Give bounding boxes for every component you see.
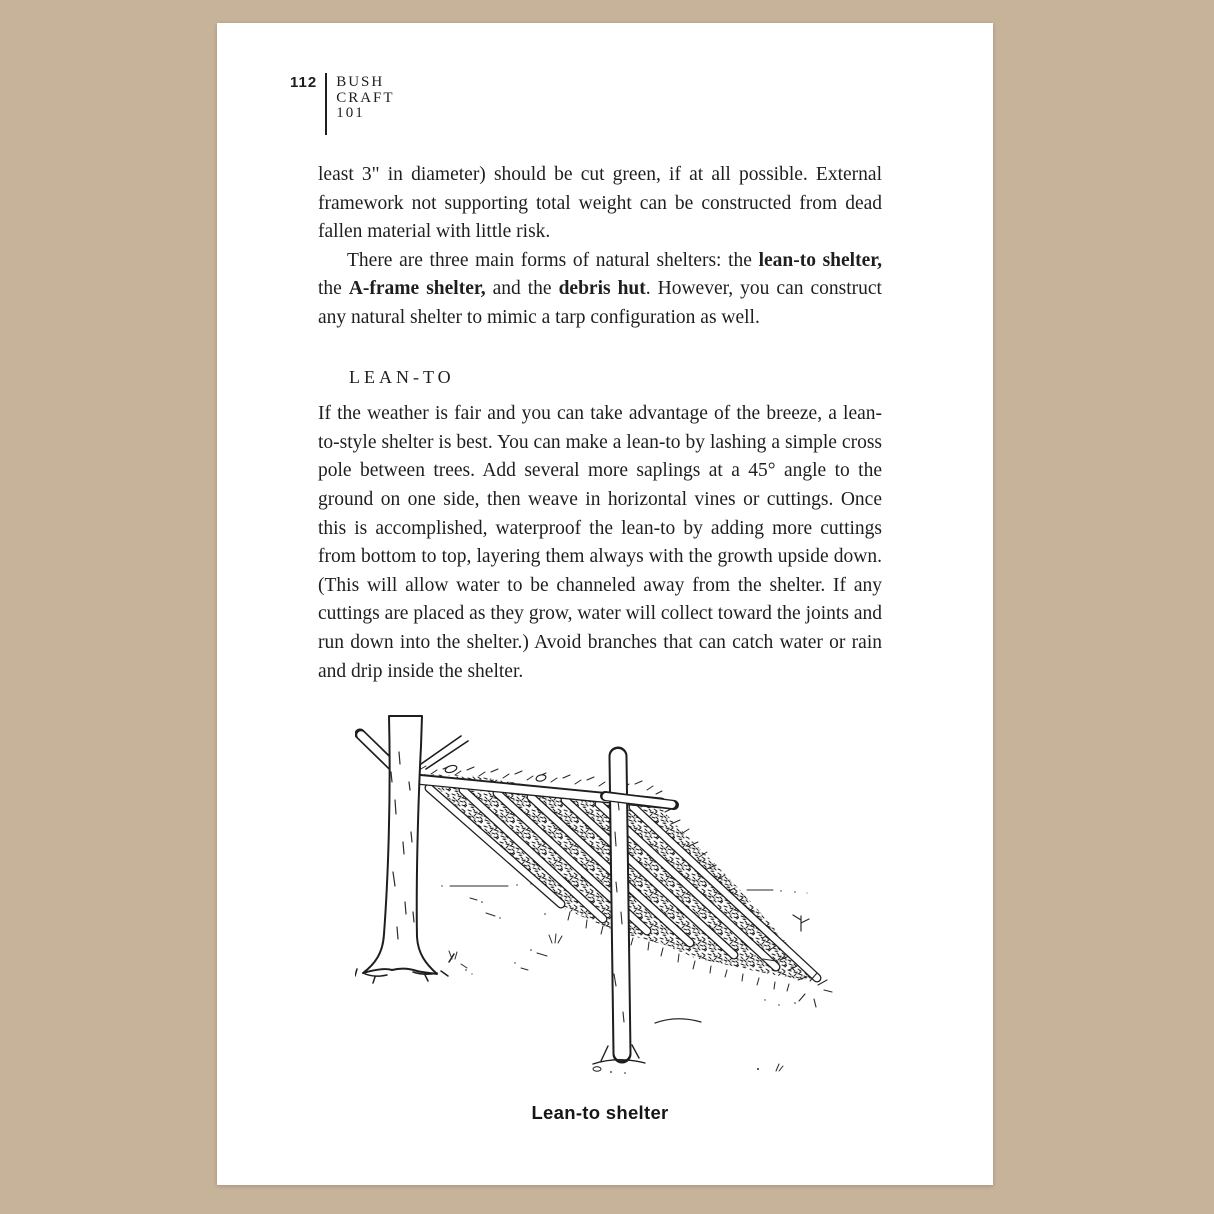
body-text	[318, 161, 882, 686]
text-run: There are three main forms of natural shelters: the	[347, 249, 759, 271]
text-run: . However, you can construct any natural shelter to mimic a tarp configuration as well.	[318, 278, 882, 328]
lean-to-illustration	[355, 712, 880, 1082]
page-number: 112	[290, 74, 318, 91]
running-header	[290, 73, 882, 135]
paragraph-framework: least 3" in diameter) should be cut green, if at all possible. External framework not supporting total weight can be constructed from dead fallen material with little risk.	[318, 164, 882, 243]
paragraph-shelter-types	[318, 247, 882, 333]
book-title-line: BUSH	[336, 74, 385, 90]
stone	[593, 1067, 601, 1071]
bold-term-debris-hut: debris hut	[558, 278, 646, 300]
bold-term-lean-to-shelter: lean-to shelter,	[758, 249, 882, 271]
book-title-line: CRAFT	[336, 89, 395, 106]
paragraph-lean-to: If the weather is fair and you can take advantage of the breeze, a lean-to-style shelter is best. You can make a lean-to by lashing a simple cross pole between trees. Add several more saplings at a 45° angle to the ground on one side, then weave in horizontal vines or cuttings. Once this is accomplished, waterproof the lean-to by adding more cuttings from bottom to top, layering them always with the growth upside down. (This will allow water to be channeled away from the shelter. If any cuttings are placed as they grow, water will collect toward the joints and run down into the shelter.) Avoid branches that can catch water or rain and drip inside the shelter.	[318, 403, 882, 682]
book-page	[217, 23, 993, 1185]
bold-term-a-frame-shelter: A-frame shelter,	[348, 278, 486, 300]
figure-caption: Lean-to shelter	[531, 1102, 669, 1124]
lean-to-drawing	[355, 712, 880, 1082]
book-title-line: 101	[336, 105, 365, 121]
text-run: and the	[485, 278, 559, 300]
book-title	[327, 73, 394, 122]
tree-branch-right	[421, 736, 468, 769]
text-run: the	[318, 278, 349, 300]
section-heading: LEAN-TO	[349, 366, 455, 387]
tree	[355, 716, 468, 983]
